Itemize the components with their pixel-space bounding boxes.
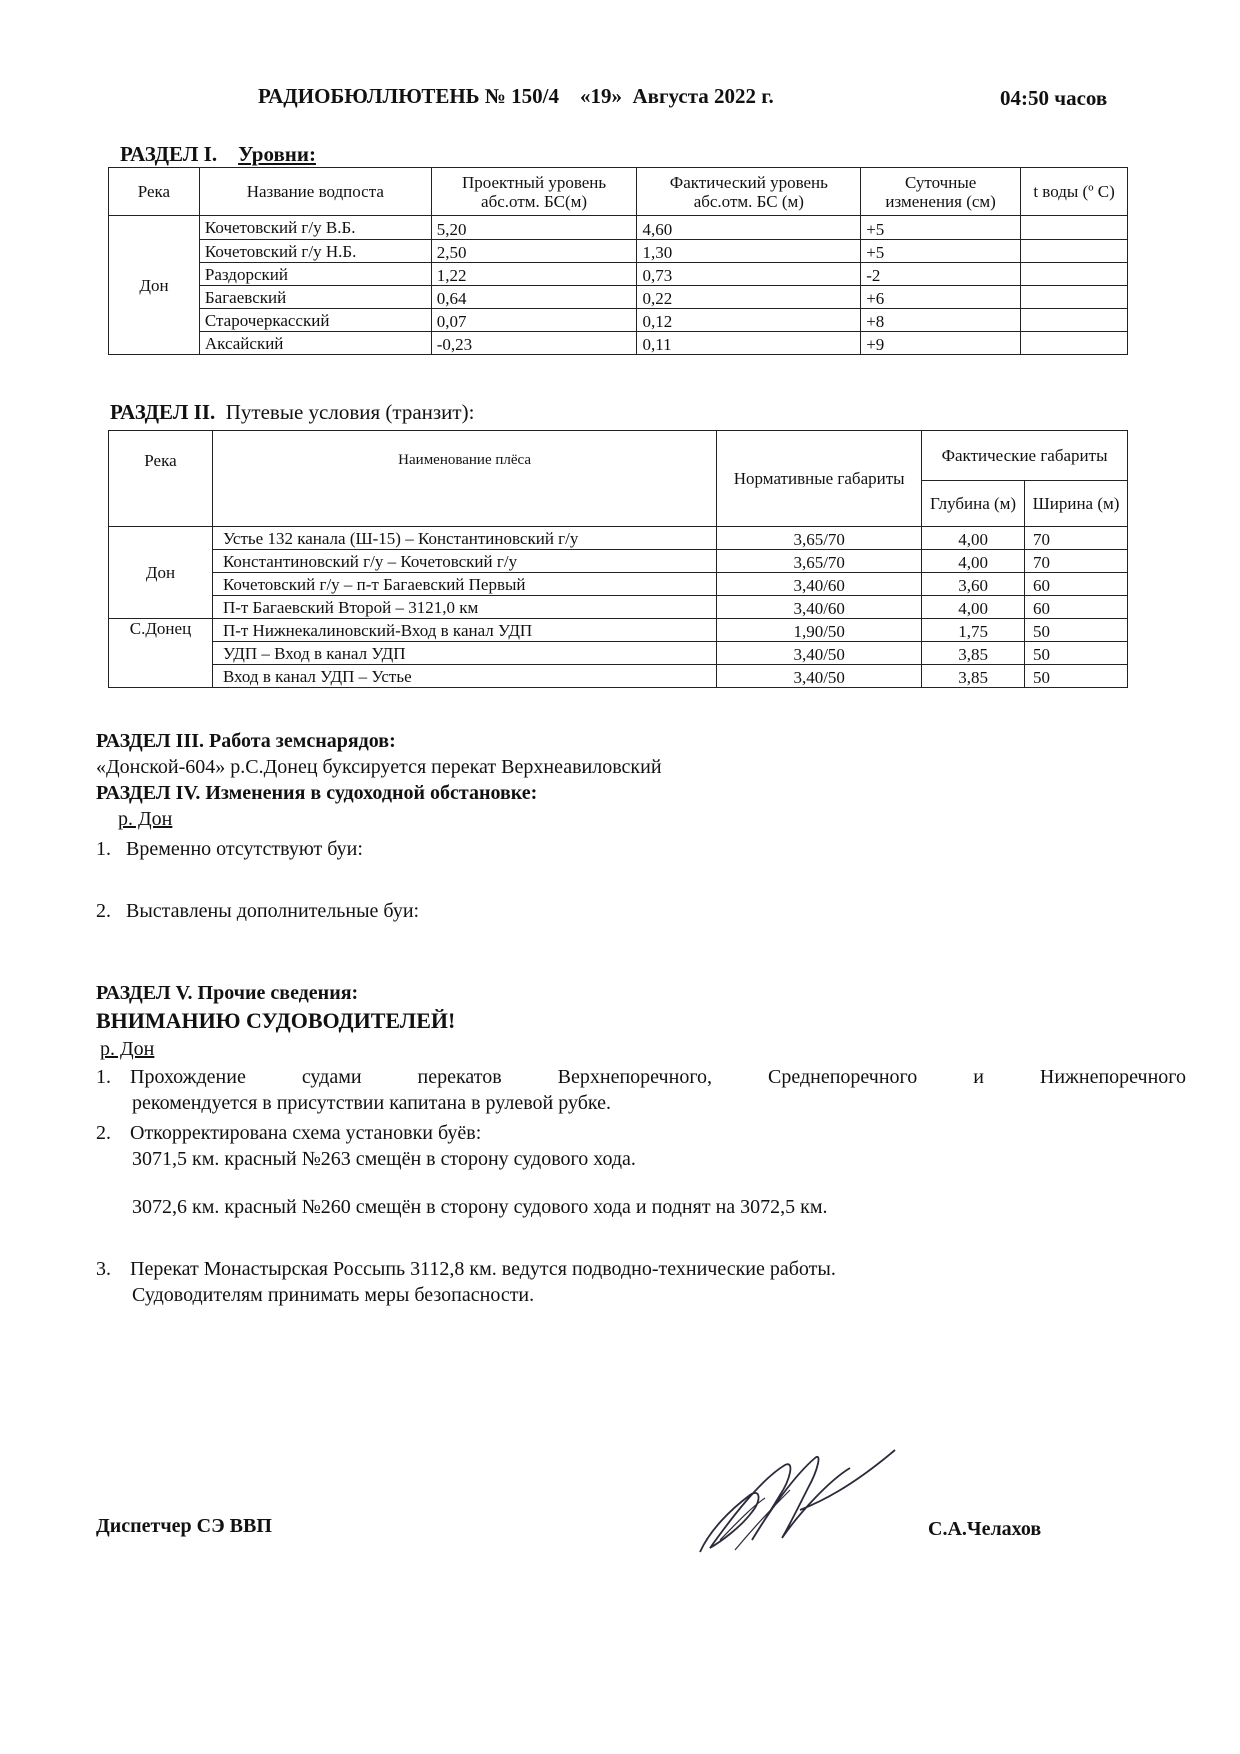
daily-change-cell: +9 (861, 332, 1021, 355)
levels-header-row (109, 168, 1128, 216)
width-cell: 50 (1025, 665, 1128, 688)
normative-cell: 3,65/70 (717, 550, 922, 573)
normative-cell: 3,65/70 (717, 527, 922, 550)
reach-name-cell: Константиновский г/у – Кочетовский г/у (212, 550, 716, 573)
item-line: Прохождение судами перекатов Верхнепоречного, Среднепоречного и Нижнепоречного (130, 1066, 1186, 1088)
section5-item-3 (96, 1256, 836, 1308)
design-level-cell: -0,23 (431, 332, 637, 355)
col-water-temp: t воды (º C) (1021, 168, 1128, 216)
section5-river: р. Дон (100, 1038, 155, 1060)
col-actual-dimensions: Фактические габариты (922, 431, 1128, 481)
item-number: 2. (96, 1122, 111, 1144)
river-cell: Дон (109, 527, 213, 619)
bulletin-title: РАДИОБЮЛЛЮТЕНЬ № 150/4 «19» Августа 2022 г. (258, 84, 774, 108)
width-cell: 70 (1025, 550, 1128, 573)
reach-name-cell: Кочетовский г/у – п-т Багаевский Первый (212, 573, 716, 596)
section3-title: РАЗДЕЛ III. Работа земснарядов: (96, 730, 396, 752)
col-river: Река (109, 168, 200, 216)
item-line: 3072,6 км. красный №260 смещён в сторону судового хода и поднят на 3072,5 км. (132, 1196, 828, 1218)
bulletin-time: 04:50 часов (1000, 86, 1108, 110)
item-line: Перекат Монастырская Россыпь 3112,8 км. ведутся подводно-технические работы. (130, 1258, 836, 1280)
col-actual-level: Фактический уровень абс.отм. БС (м) (637, 168, 861, 216)
section4-title: РАЗДЕЛ IV. Изменения в судоходной обстановке: (96, 782, 538, 804)
bulletin-header (0, 80, 1240, 120)
depth-cell: 3,85 (922, 665, 1025, 688)
design-level-cell: 0,64 (431, 286, 637, 309)
river-cell: С.Донец (109, 619, 213, 688)
transit-row (109, 527, 1128, 550)
design-level-cell: 1,22 (431, 263, 637, 286)
col-normative: Нормативные габариты (717, 431, 922, 527)
item-line: рекомендуется в присутствии капитана в рулевой рубке. (132, 1092, 611, 1114)
actual-level-cell: 4,60 (637, 216, 861, 240)
width-cell: 50 (1025, 642, 1128, 665)
daily-change-cell: -2 (861, 263, 1021, 286)
normative-cell: 1,90/50 (717, 619, 922, 642)
actual-level-cell: 0,73 (637, 263, 861, 286)
reach-name-cell: УДП – Вход в канал УДП (212, 642, 716, 665)
item-text: Выставлены дополнительные буи: (126, 900, 420, 922)
col-width: Ширина (м) (1025, 481, 1128, 527)
section1-title (120, 142, 316, 167)
daily-change-cell: +5 (861, 240, 1021, 263)
section4-river: р. Дон (118, 808, 173, 830)
depth-cell: 3,85 (922, 642, 1025, 665)
actual-level-cell: 1,30 (637, 240, 861, 263)
reach-name-cell: П-т Нижнекалиновский-Вход в канал УДП (212, 619, 716, 642)
width-cell: 50 (1025, 619, 1128, 642)
depth-cell: 3,60 (922, 573, 1025, 596)
transit-row (109, 550, 1128, 573)
water-temp-cell (1021, 286, 1128, 309)
col-post-name: Название водпоста (199, 168, 431, 216)
levels-row (109, 309, 1128, 332)
attention-heading: ВНИМАНИЮ СУДОВОДИТЕЛЕЙ! (96, 1008, 456, 1033)
transit-table (108, 430, 1128, 688)
width-cell: 60 (1025, 573, 1128, 596)
dispatcher-position: Диспетчер СЭ ВВП (96, 1515, 272, 1537)
section5-title: РАЗДЕЛ V. Прочие сведения: (96, 982, 359, 1004)
levels-row (109, 216, 1128, 240)
section2-label: РАЗДЕЛ II. (110, 400, 216, 424)
section2-name: Путевые условия (транзит): (225, 400, 475, 424)
transit-row (109, 665, 1128, 688)
signature-image (690, 1440, 910, 1570)
item-number: 1. (96, 1066, 111, 1088)
dispatcher-name: С.А.Челахов (928, 1518, 1042, 1540)
section4-item-2 (96, 898, 419, 924)
normative-cell: 3,40/50 (717, 665, 922, 688)
col-river: Река (109, 431, 213, 527)
item-text: Временно отсутствуют буи: (126, 838, 363, 860)
width-cell: 70 (1025, 527, 1128, 550)
col-reach-name: Наименование плёса (212, 431, 716, 527)
item-number: 2. (96, 900, 111, 922)
normative-cell: 3,40/60 (717, 596, 922, 619)
design-level-cell: 0,07 (431, 309, 637, 332)
water-temp-cell (1021, 216, 1128, 240)
section5-item-1 (96, 1064, 1186, 1116)
design-level-cell: 5,20 (431, 216, 637, 240)
design-level-cell: 2,50 (431, 240, 637, 263)
depth-cell: 4,00 (922, 527, 1025, 550)
item-number: 3. (96, 1258, 111, 1280)
section5-item-2 (96, 1120, 828, 1220)
levels-row (109, 286, 1128, 309)
item-line: Откорректирована схема установки буёв: (130, 1122, 482, 1144)
daily-change-cell: +8 (861, 309, 1021, 332)
depth-cell: 4,00 (922, 550, 1025, 573)
levels-row (109, 240, 1128, 263)
post-name-cell: Раздорский (199, 263, 431, 286)
depth-cell: 4,00 (922, 596, 1025, 619)
levels-table (108, 167, 1128, 355)
section3-text: «Донской-604» р.С.Донец буксируется перекат Верхнеавиловский (96, 756, 662, 778)
actual-level-cell: 0,11 (637, 332, 861, 355)
section2-title (110, 400, 474, 425)
reach-name-cell: Устье 132 канала (Ш-15) – Константиновский г/у (212, 527, 716, 550)
daily-change-cell: +6 (861, 286, 1021, 309)
item-line: 3071,5 км. красный №263 смещён в сторону судового хода. (132, 1148, 636, 1170)
water-temp-cell (1021, 332, 1128, 355)
reach-name-cell: Вход в канал УДП – Устье (212, 665, 716, 688)
post-name-cell: Старочеркасский (199, 309, 431, 332)
post-name-cell: Багаевский (199, 286, 431, 309)
water-temp-cell (1021, 263, 1128, 286)
normative-cell: 3,40/60 (717, 573, 922, 596)
river-cell: Дон (109, 216, 200, 355)
reach-name-cell: П-т Багаевский Второй – 3121,0 км (212, 596, 716, 619)
water-temp-cell (1021, 240, 1128, 263)
normative-cell: 3,40/50 (717, 642, 922, 665)
col-depth: Глубина (м) (922, 481, 1025, 527)
transit-row (109, 596, 1128, 619)
actual-level-cell: 0,12 (637, 309, 861, 332)
post-name-cell: Кочетовский г/у Н.Б. (199, 240, 431, 263)
col-design-level: Проектный уровень абс.отм. БС(м) (431, 168, 637, 216)
daily-change-cell: +5 (861, 216, 1021, 240)
water-temp-cell (1021, 309, 1128, 332)
transit-row (109, 573, 1128, 596)
depth-cell: 1,75 (922, 619, 1025, 642)
levels-row (109, 332, 1128, 355)
levels-row (109, 263, 1128, 286)
item-line: Судоводителям принимать меры безопасности. (132, 1284, 535, 1306)
item-number: 1. (96, 838, 111, 860)
section4-item-1 (96, 836, 363, 862)
post-name-cell: Кочетовский г/у В.Б. (199, 216, 431, 240)
actual-level-cell: 0,22 (637, 286, 861, 309)
transit-row (109, 619, 1128, 642)
transit-header-row-1 (109, 431, 1128, 481)
section1-label: РАЗДЕЛ I. (120, 142, 218, 166)
transit-row (109, 642, 1128, 665)
section1-name: Уровни: (238, 142, 316, 166)
col-daily-change: Суточные изменения (см) (861, 168, 1021, 216)
post-name-cell: Аксайский (199, 332, 431, 355)
width-cell: 60 (1025, 596, 1128, 619)
